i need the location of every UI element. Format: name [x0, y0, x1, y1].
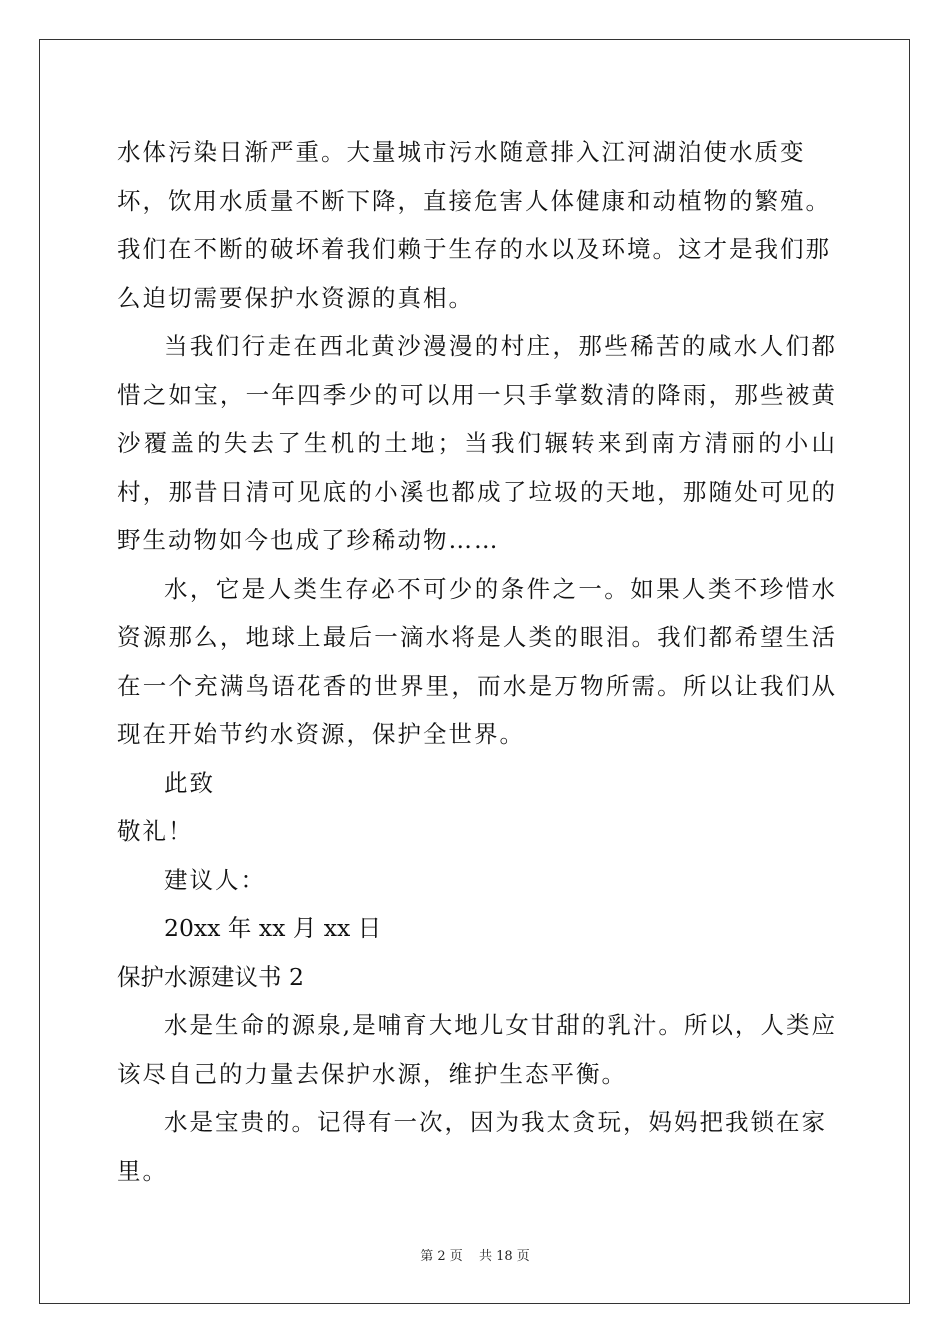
paragraph-3: 水，它是人类生存必不可少的条件之一。如果人类不珍惜水资源那么，地球上最后一滴水将是人类的眼泪。我们都希望生活在一个充满鸟语花香的世界里，而水是万物所需。所以让我们从现在开始节约水资源，保护全世界。: [117, 574, 837, 748]
page-footer: [0, 1245, 950, 1264]
closing-regards: 敬礼！: [117, 817, 194, 845]
closing-salutation: 此致: [164, 768, 215, 797]
letter-date: 20xx 年 xx 月 xx 日: [164, 914, 382, 942]
section2-paragraph-1: 水是生命的源泉,是哺育大地儿女甘甜的乳汁。所以，人类应该尽自己的力量去保护水源，维护生态平衡。: [117, 1011, 837, 1088]
paragraph-1: 水体污染日渐严重。大量城市污水随意排入江河湖泊使水质变坏，饮用水质量不断下降，直接危害人体健康和动植物的繁殖。我们在不断的破坏着我们赖于生存的水以及环境。这才是我们那么迫切需要保护水资源的真相。: [117, 138, 831, 312]
page-number: 第 2 页: [420, 1249, 463, 1264]
page-total: 共 18 页: [478, 1249, 530, 1264]
section2-paragraph-2: 水是宝贵的。记得有一次，因为我太贪玩，妈妈把我锁在家里。: [117, 1108, 827, 1185]
signer-label: 建议人：: [164, 865, 266, 894]
section-title: 保护水源建议书 2: [117, 962, 304, 991]
document-body: [117, 128, 837, 1195]
paragraph-2: 当我们行走在西北黄沙漫漫的村庄，那些稀苦的咸水人们都惜之如宝，一年四季少的可以用一只手掌数清的降雨，那些被黄沙覆盖的失去了生机的土地；当我们辗转来到南方清丽的小山村，那昔日清可见底的小溪也都成了垃圾的天地，那随处可见的野生动物如今也成了珍稀动物……: [117, 332, 837, 554]
